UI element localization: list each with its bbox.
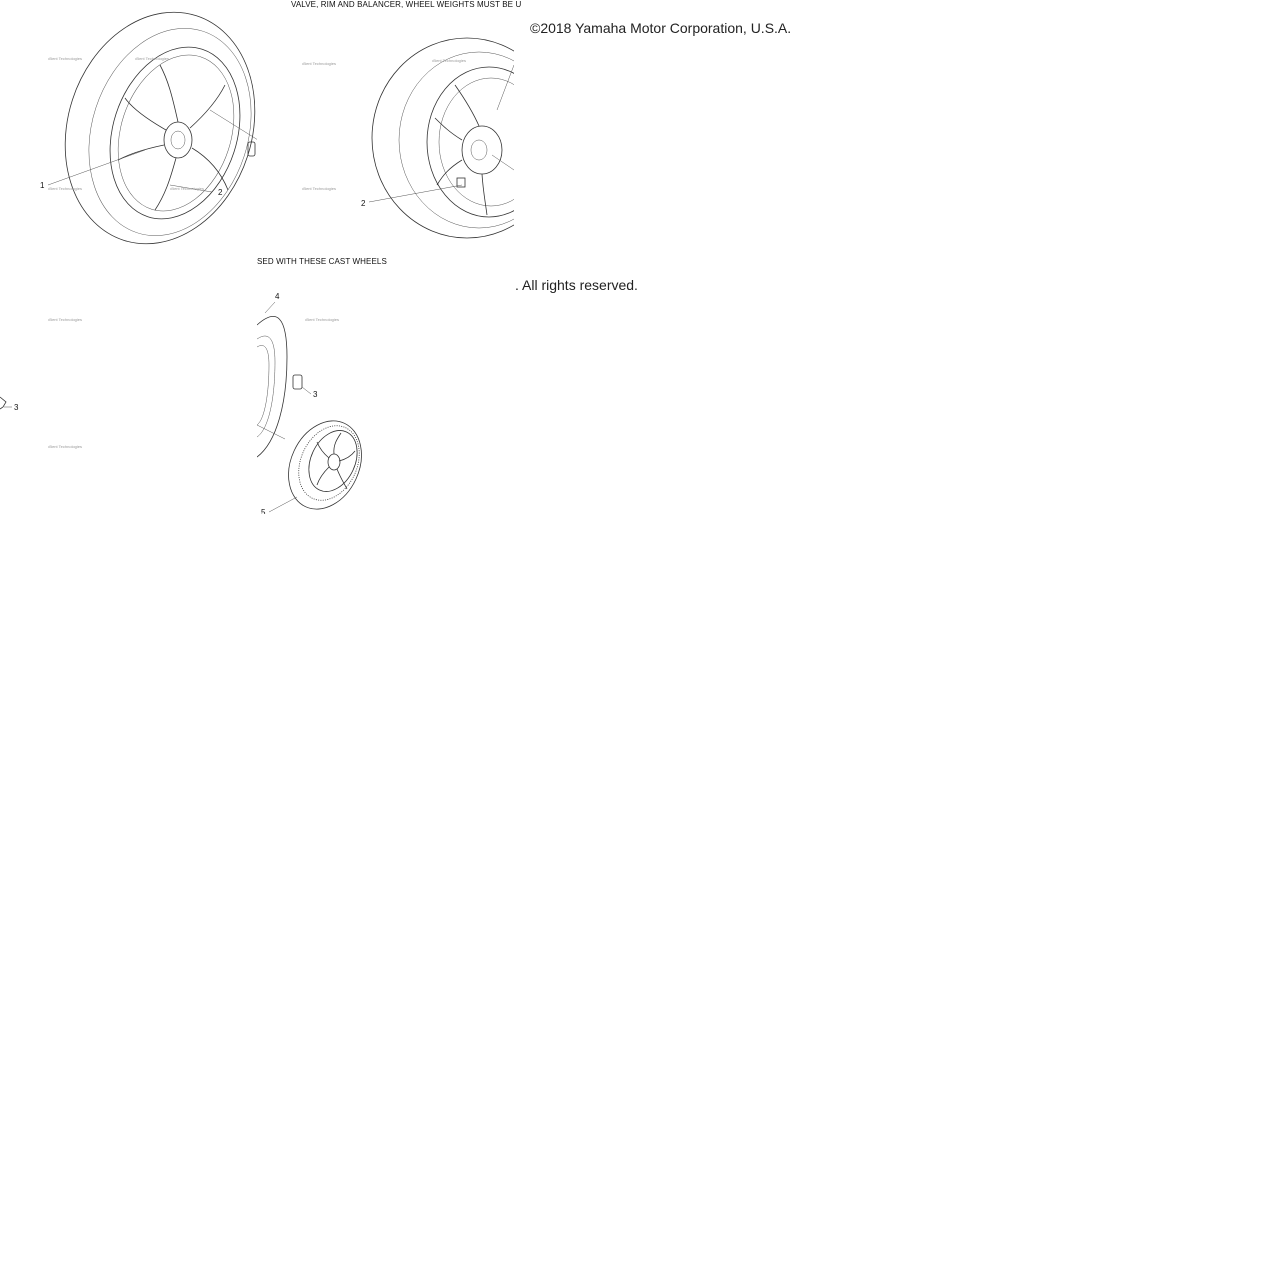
callout-2-front: 2 xyxy=(218,188,223,197)
watermark: •Bent Technologies xyxy=(48,317,83,322)
watermark: •Bent Technologies xyxy=(48,56,83,61)
callout-3-left: 3 xyxy=(14,403,19,412)
rear-tire-outline xyxy=(372,38,514,238)
watermark: •Bent Technologies xyxy=(432,58,467,63)
callout-3-right: 3 xyxy=(313,390,318,399)
valve-detail-drawing xyxy=(0,257,257,514)
rear-wheel-drawing xyxy=(257,0,514,257)
tire-fragment xyxy=(257,316,287,457)
copyright-line-2: . All rights reserved. xyxy=(515,277,638,293)
pulley-wheel-drawing xyxy=(257,257,514,514)
watermark: •Bent Technologies xyxy=(170,186,205,191)
front-hub-center xyxy=(171,131,185,149)
front-tire-inner-edge xyxy=(63,7,257,257)
watermark: •Bent Technologies xyxy=(302,61,337,66)
pulley-hub xyxy=(328,454,340,470)
watermark: •Bent Technologies xyxy=(48,444,83,449)
callout-1: 1 xyxy=(40,181,45,190)
watermark: •Bent Technologies xyxy=(302,186,337,191)
pulley-outer xyxy=(275,409,376,514)
rear-wheel-spokes xyxy=(435,85,487,215)
middle-note: SED WITH THESE CAST WHEELS xyxy=(257,257,387,266)
rear-wheel-diagram xyxy=(257,0,514,257)
rear-hub-center xyxy=(471,140,487,160)
top-note: VALVE, RIM AND BALANCER, WHEEL WEIGHTS MUST BE U xyxy=(291,0,522,9)
watermark: •Bent Technologies xyxy=(48,186,83,191)
front-balance-weight xyxy=(248,142,255,156)
watermark: •Bent Technologies xyxy=(305,317,340,322)
pulley-teeth xyxy=(287,416,371,510)
copyright-line-1: ©2018 Yamaha Motor Corporation, U.S.A. xyxy=(530,20,792,36)
callout-5: 5 xyxy=(261,508,266,514)
front-tire-outline xyxy=(36,0,257,257)
front-hub xyxy=(164,122,192,158)
front-rim-outline xyxy=(89,30,257,236)
rear-hub xyxy=(462,126,502,174)
rear-rim-inner xyxy=(439,78,514,206)
callout-2-rear: 2 xyxy=(361,199,366,208)
watermark: •Bent Technologies xyxy=(135,56,170,61)
pulley-spokes xyxy=(317,433,355,489)
pulley-wheel-diagram xyxy=(257,257,514,514)
front-wheel-diagram xyxy=(0,0,257,257)
valve-weight xyxy=(293,375,302,389)
valve-detail-diagram xyxy=(0,257,257,514)
front-wheel-drawing xyxy=(0,0,257,257)
front-rim-inner xyxy=(99,40,253,226)
callout-4: 4 xyxy=(275,292,280,301)
